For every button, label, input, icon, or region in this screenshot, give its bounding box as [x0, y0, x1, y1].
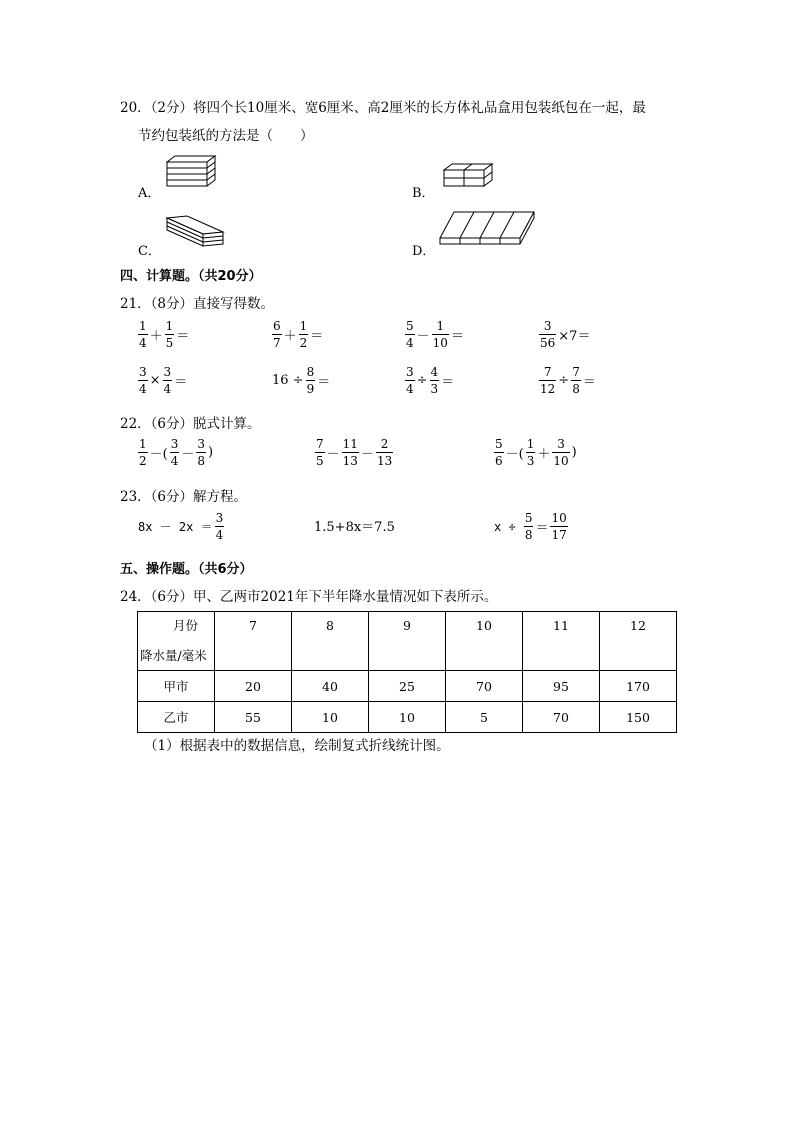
q21-expr-1: $\frac{1}{4}$ ＋ $\frac{1}{5}$ ＝: [139, 319, 190, 350]
value-cell: 10: [292, 702, 369, 733]
option-d-row-of-four-figure: [436, 208, 540, 248]
option-b-side-by-side-boxes-figure: [440, 162, 496, 190]
value-cell: 70: [523, 702, 600, 733]
option-b-label: B．: [412, 186, 435, 201]
value-cell: 150: [600, 702, 677, 733]
option-a-label: A．: [138, 186, 161, 201]
q22-title: 22．（6分）脱式计算。: [120, 416, 261, 432]
month-cell: 9: [369, 612, 446, 671]
option-d-label: D．: [412, 244, 436, 259]
q21-expr-5: $\frac{3}{4}$ × $\frac{3}{4}$ ＝: [139, 365, 188, 396]
month-cell: 7: [215, 612, 292, 671]
value-cell: 20: [215, 671, 292, 702]
header-month-label: 月份: [172, 618, 198, 633]
q21-expr-8: $\frac{7}{12}$ ÷ $\frac{7}{8}$ ＝: [540, 365, 596, 396]
q21-expr-3: $\frac{5}{4}$ － $\frac{1}{10}$ ＝: [406, 319, 464, 350]
table-row: [138, 671, 677, 702]
q21-expr-4: $\frac{3}{56}$ ×7＝: [540, 319, 591, 350]
q21-title: 21．（8分）直接写得数。: [120, 296, 275, 312]
q23-equation-2: 1.5+8x＝7.5: [314, 520, 395, 535]
option-a-stacked-boxes-figure: [163, 154, 219, 190]
section-5-heading: 五、操作题。（共6分）: [120, 562, 253, 577]
city-cell: 乙市: [138, 702, 215, 733]
q24-subquestion-1: （1）根据表中的数据信息，绘制复式折线统计图。: [144, 738, 450, 754]
header-rainfall-label: 降水量/毫米: [140, 648, 207, 663]
q23-equation-3: x ÷ $\frac{5}{8}$ ＝ $\frac{10}{17}$: [494, 511, 567, 542]
q22-expr-2: $\frac{7}{5}$ － $\frac{11}{13}$ － $\frac{2}{13}$: [316, 437, 393, 468]
q20-line1: 20．（2分）将四个长10厘米、宽6厘米、高2厘米的长方体礼品盒用包装纸包在一起，最: [120, 100, 646, 116]
q21-expr-2: $\frac{6}{7}$ ＋ $\frac{1}{2}$ ＝: [273, 319, 324, 350]
q22-expr-1: $\frac{1}{2}$ －( $\frac{3}{4}$ － $\frac{3}{8}$ ): [139, 437, 214, 468]
value-cell: 5: [446, 702, 523, 733]
value-cell: 95: [523, 671, 600, 702]
q22-expr-3: $\frac{5}{6}$ －( $\frac{1}{3}$ ＋ $\frac{3}{10}$ ): [495, 437, 577, 468]
value-cell: 10: [369, 702, 446, 733]
option-c-label: C．: [138, 244, 161, 259]
month-cell: 12: [600, 612, 677, 671]
section-4-heading: 四、计算题。（共20分）: [120, 269, 262, 284]
value-cell: 55: [215, 702, 292, 733]
value-cell: 25: [369, 671, 446, 702]
q24-title: 24．（6分）甲、乙两市2021年下半年降水量情况如下表所示。: [120, 589, 498, 605]
q21-expr-6: 16 ÷ $\frac{8}{9}$ ＝: [272, 365, 331, 396]
month-cell: 10: [446, 612, 523, 671]
value-cell: 170: [600, 671, 677, 702]
value-cell: 40: [292, 671, 369, 702]
q23-equation-1: 8x － 2x ＝ $\frac{3}{4}$: [138, 511, 224, 542]
rainfall-table: [137, 611, 677, 733]
table-corner-header: [138, 612, 215, 671]
month-cell: 8: [292, 612, 369, 671]
value-cell: 70: [446, 671, 523, 702]
q21-expr-7: $\frac{3}{4}$ ÷ $\frac{4}{3}$ ＝: [406, 365, 455, 396]
city-cell: 甲市: [138, 671, 215, 702]
month-cell: 11: [523, 612, 600, 671]
q23-title: 23．（6分）解方程。: [120, 489, 248, 505]
table-header-row: [138, 612, 677, 671]
table-row: [138, 702, 677, 733]
q20-line2: 节约包装纸的方法是（ ）: [138, 128, 314, 144]
option-c-flat-stack-figure: [163, 214, 227, 250]
